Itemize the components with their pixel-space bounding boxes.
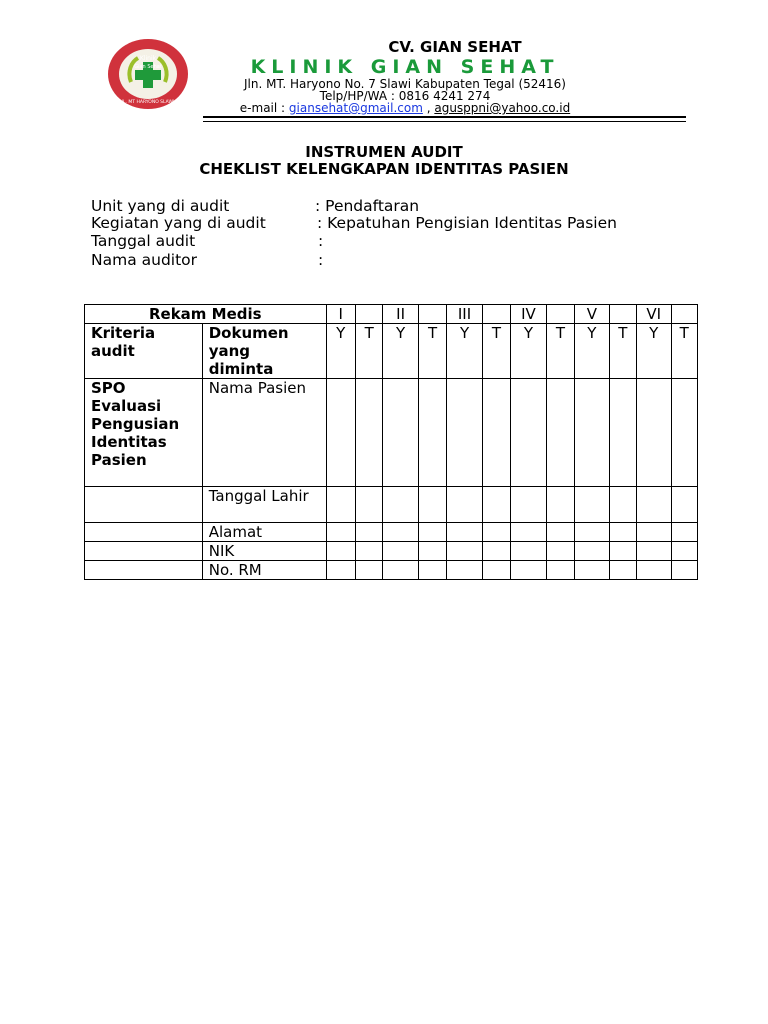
dokumen-cell: No. RM — [202, 561, 326, 580]
letterhead-divider-thin — [203, 121, 686, 122]
letterhead-divider-thick — [203, 116, 686, 118]
kriteria-cell — [85, 542, 203, 561]
info-label: Unit yang di audit — [91, 197, 230, 215]
clinic-logo-cross-icon — [107, 38, 189, 110]
table-row — [85, 487, 698, 523]
document-title: INSTRUMEN AUDIT — [305, 143, 463, 161]
record-header-3: III — [447, 305, 483, 324]
check-cell[interactable] — [546, 561, 574, 580]
clinic-name: KLINIK GIAN SEHAT — [250, 56, 560, 78]
check-cell[interactable] — [511, 379, 547, 487]
check-cell[interactable] — [355, 487, 382, 523]
check-cell[interactable] — [511, 487, 547, 523]
info-row-unit — [91, 197, 420, 215]
info-value: : Pendaftaran — [315, 197, 420, 215]
table-header-records — [85, 305, 698, 324]
audit-checklist-table — [84, 304, 698, 580]
no-header: T — [482, 324, 510, 379]
check-cell[interactable] — [418, 561, 446, 580]
check-cell[interactable] — [355, 542, 382, 561]
dokumen-cell: Nama Pasien — [202, 379, 326, 487]
kriteria-cell — [85, 523, 203, 542]
check-cell[interactable] — [546, 542, 574, 561]
check-cell[interactable] — [575, 542, 610, 561]
yes-header: Y — [511, 324, 547, 379]
document-subtitle: CHEKLIST KELENGKAPAN IDENTITAS PASIEN — [199, 160, 569, 178]
check-cell[interactable] — [609, 561, 636, 580]
check-cell[interactable] — [447, 523, 483, 542]
clinic-email-line — [210, 101, 600, 115]
info-row-auditor — [91, 251, 324, 269]
check-cell[interactable] — [326, 561, 355, 580]
check-cell[interactable] — [482, 542, 510, 561]
check-cell[interactable] — [418, 542, 446, 561]
no-header: T — [355, 324, 382, 379]
check-cell[interactable] — [355, 561, 382, 580]
check-cell[interactable] — [383, 542, 419, 561]
check-cell[interactable] — [609, 379, 636, 487]
check-cell[interactable] — [326, 523, 355, 542]
logo-bottom-text: JL. MT HARYONO SLAWI — [121, 100, 175, 105]
check-cell[interactable] — [575, 487, 610, 523]
record-header-2: II — [383, 305, 419, 324]
kriteria-cell — [85, 561, 203, 580]
check-cell[interactable] — [447, 487, 483, 523]
record-header-1: I — [326, 305, 355, 324]
check-cell[interactable] — [546, 487, 574, 523]
no-header: T — [609, 324, 636, 379]
kriteria-audit-header: Kriteria audit — [85, 324, 203, 379]
check-cell[interactable] — [546, 379, 574, 487]
check-cell[interactable] — [637, 542, 672, 561]
check-cell[interactable] — [671, 379, 698, 487]
check-cell[interactable] — [482, 523, 510, 542]
check-cell[interactable] — [482, 487, 510, 523]
check-cell[interactable] — [482, 561, 510, 580]
check-cell[interactable] — [671, 523, 698, 542]
record-header-5: V — [575, 305, 610, 324]
check-cell[interactable] — [637, 561, 672, 580]
yes-header: Y — [326, 324, 355, 379]
check-cell[interactable] — [511, 542, 547, 561]
dokumen-cell: NIK — [202, 542, 326, 561]
check-cell[interactable] — [671, 487, 698, 523]
dokumen-cell: Alamat — [202, 523, 326, 542]
check-cell[interactable] — [637, 487, 672, 523]
email-separator: , — [422, 101, 435, 115]
check-cell[interactable] — [447, 379, 483, 487]
check-cell[interactable] — [609, 487, 636, 523]
check-cell[interactable] — [383, 523, 419, 542]
check-cell[interactable] — [671, 542, 698, 561]
kriteria-cell — [85, 487, 203, 523]
check-cell[interactable] — [383, 487, 419, 523]
check-cell[interactable] — [326, 487, 355, 523]
record-header-6: VI — [637, 305, 672, 324]
check-cell[interactable] — [575, 561, 610, 580]
table-row — [85, 379, 698, 487]
email-link-agusppni[interactable]: agusppni@yahoo.co.id — [434, 101, 571, 115]
no-header: T — [418, 324, 446, 379]
check-cell[interactable] — [546, 523, 574, 542]
info-value: : — [318, 232, 324, 250]
table-row — [85, 561, 698, 580]
rekam-medis-header: Rekam Medis — [85, 305, 327, 324]
no-header: T — [671, 324, 698, 379]
check-cell[interactable] — [418, 379, 446, 487]
check-cell[interactable] — [326, 542, 355, 561]
info-row-kegiatan — [91, 214, 617, 232]
logo-middle-text: Gian Sehat — [134, 64, 162, 70]
check-cell[interactable] — [637, 379, 672, 487]
info-value: : Kepatuhan Pengisian Identitas Pasien — [317, 214, 617, 232]
kriteria-cell: SPO Evaluasi Pengusian Identitas Pasien — [85, 379, 203, 487]
check-cell[interactable] — [383, 561, 419, 580]
table-row — [85, 542, 698, 561]
check-cell[interactable] — [511, 561, 547, 580]
check-cell[interactable] — [575, 523, 610, 542]
no-header: T — [546, 324, 574, 379]
yes-header: Y — [447, 324, 483, 379]
info-label: Nama auditor — [91, 251, 198, 269]
check-cell[interactable] — [355, 523, 382, 542]
check-cell[interactable] — [575, 379, 610, 487]
info-label: Kegiatan yang di audit — [91, 214, 266, 232]
yes-header: Y — [637, 324, 672, 379]
info-label: Tanggal audit — [91, 232, 196, 250]
yes-header: Y — [383, 324, 419, 379]
check-cell[interactable] — [447, 561, 483, 580]
check-cell[interactable] — [637, 523, 672, 542]
check-cell[interactable] — [418, 487, 446, 523]
yes-header: Y — [575, 324, 610, 379]
clinic-phone: Telp/HP/WA : 0816 4241 274 — [319, 89, 491, 103]
check-cell[interactable] — [671, 561, 698, 580]
email-link-giansehat[interactable]: giansehat@gmail.com — [288, 101, 423, 115]
record-header-4: IV — [511, 305, 547, 324]
check-cell[interactable] — [447, 542, 483, 561]
check-cell[interactable] — [418, 523, 446, 542]
check-cell[interactable] — [609, 523, 636, 542]
logo-top-text: Klinik — [139, 55, 157, 62]
email-prefix: e-mail : — [239, 101, 286, 115]
check-cell[interactable] — [482, 379, 510, 487]
check-cell[interactable] — [355, 379, 382, 487]
check-cell[interactable] — [609, 542, 636, 561]
company-name: CV. GIAN SEHAT — [388, 38, 522, 56]
check-cell[interactable] — [383, 379, 419, 487]
info-row-tanggal — [91, 232, 324, 250]
info-value: : — [318, 251, 324, 269]
check-cell[interactable] — [511, 523, 547, 542]
clinic-address: Jln. MT. Haryono No. 7 Slawi Kabupaten Tegal (52416) — [243, 77, 566, 91]
dokumen-cell: Tanggal Lahir — [202, 487, 326, 523]
table-row — [85, 523, 698, 542]
dokumen-diminta-header: Dokumen yang diminta — [202, 324, 326, 379]
check-cell[interactable] — [326, 379, 355, 487]
table-header-columns — [85, 324, 698, 379]
